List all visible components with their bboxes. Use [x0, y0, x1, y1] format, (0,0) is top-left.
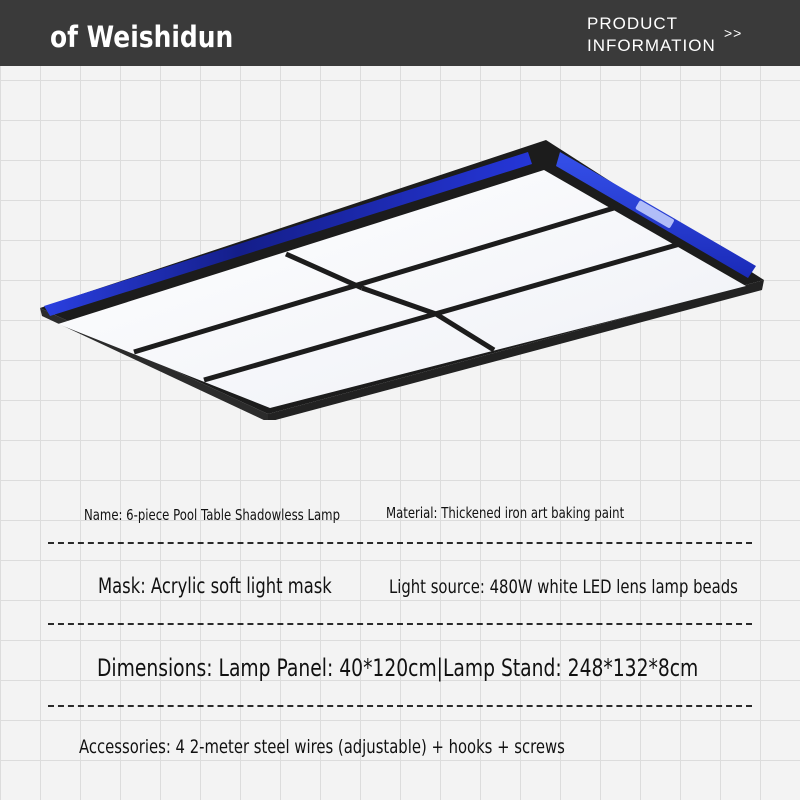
dashed-divider-3: [48, 705, 752, 707]
header-bar: [0, 0, 800, 66]
product-information-label[interactable]: [587, 13, 716, 57]
spec-light-source: Light source: 480W white LED lens lamp beads: [389, 576, 738, 598]
spec-mask: Mask: Acrylic soft light mask: [98, 574, 332, 598]
brand-title: of Weishidun: [50, 20, 234, 54]
double-chevron-right-icon[interactable]: >>: [724, 25, 743, 41]
spec-accessories: Accessories: 4 2-meter steel wires (adjustable) + hooks + screws: [79, 736, 565, 758]
spec-material: Material: Thickened iron art baking paint: [386, 504, 625, 522]
info-line-2: INFORMATION: [587, 36, 716, 55]
dashed-divider-2: [48, 623, 752, 625]
info-line-1: PRODUCT: [587, 14, 679, 33]
dashed-divider-1: [48, 542, 752, 544]
pool-table-lamp-image: [0, 120, 800, 420]
spec-dimensions: Dimensions: Lamp Panel: 40*120cm|Lamp Stand: 248*132*8cm: [97, 654, 699, 682]
spec-name: Name: 6-piece Pool Table Shadowless Lamp: [84, 506, 341, 524]
